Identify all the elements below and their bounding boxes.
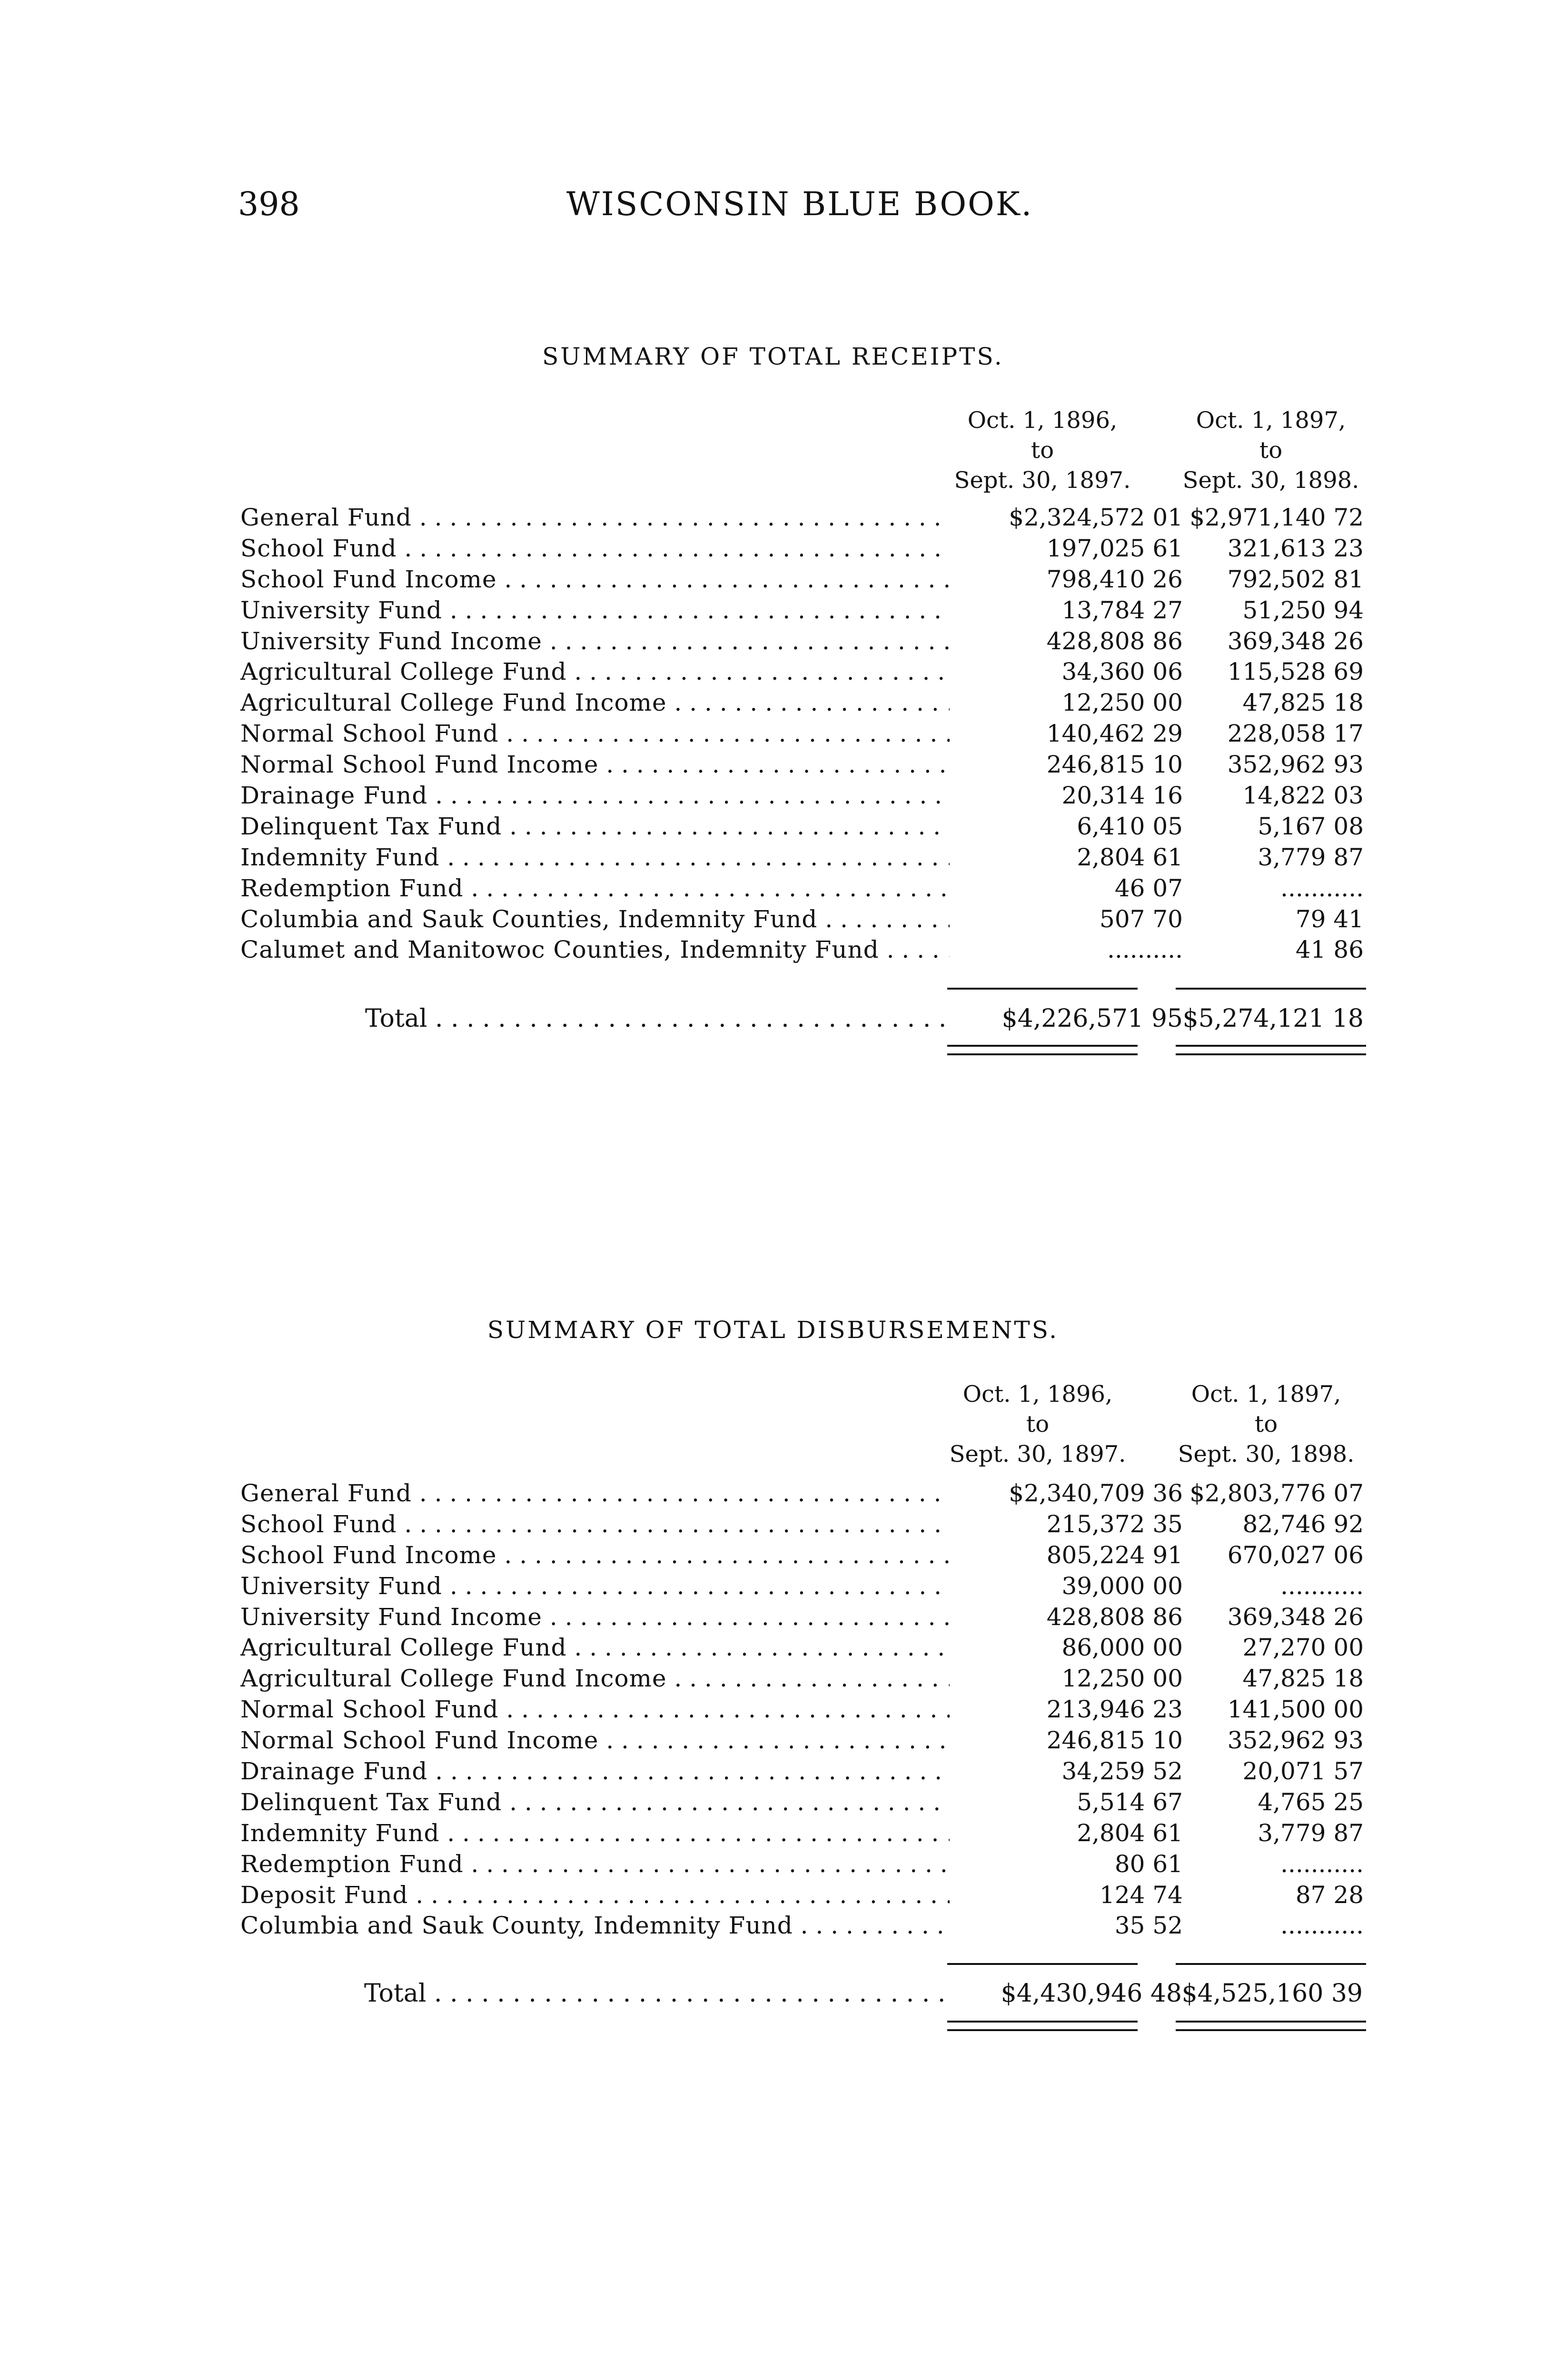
row-value-1898: 4,765 25 [1258, 1788, 1364, 1816]
row-value-1897: 12,250 00 [1061, 689, 1183, 717]
row-value-1898: 79 41 [1295, 905, 1364, 933]
row-value-1897: 798,410 26 [1046, 565, 1183, 593]
row-value-1897: 246,815 10 [1046, 1726, 1183, 1755]
row-value-1897: 12,250 00 [1061, 1665, 1183, 1693]
row-label: Agricultural College Fund Income . . . [240, 1663, 950, 1694]
row-label: School Fund . . . [240, 1509, 950, 1540]
row-label: Indemnity Fund . . . [240, 842, 950, 873]
receipts-double-rule-col1 [947, 1045, 1138, 1055]
row-value-1898: 5,167 08 [1258, 812, 1364, 840]
table-row [240, 1478, 1364, 1509]
row-value-1898: ........... [1280, 1850, 1364, 1878]
page-header [238, 186, 1380, 243]
total-value-1897: $4,430,946 48 [1001, 1979, 1182, 2008]
row-label: University Fund . . . [240, 595, 950, 626]
row-value-1897: 124 74 [1100, 1881, 1183, 1909]
table-row [240, 842, 1364, 873]
row-label: Delinquent Tax Fund . . . [240, 811, 950, 842]
row-label: General Fund . . . [240, 1478, 950, 1509]
row-label: Normal School Fund . . . [240, 1694, 950, 1725]
row-value-1897: 6,410 05 [1077, 812, 1183, 840]
row-label: Deposit Fund . . . [240, 1880, 950, 1911]
row-value-1897: 20,314 16 [1061, 782, 1183, 810]
table-row [240, 1509, 1364, 1540]
row-value-1897: 428,808 86 [1046, 1603, 1183, 1631]
row-value-1898: 352,962 93 [1227, 751, 1364, 779]
disbursements-double-rule-col1 [947, 2021, 1138, 2031]
total-label: Total . . . [365, 1000, 950, 1038]
table-row [240, 564, 1364, 595]
row-value-1897: 5,514 67 [1077, 1788, 1183, 1816]
row-value-1898: $2,971,140 72 [1189, 504, 1364, 531]
row-label: General Fund . . . [240, 502, 950, 533]
row-value-1898: 47,825 18 [1242, 1665, 1364, 1693]
receipts-col1-heading: Oct. 1, 1896, to Sept. 30, 1897. [954, 407, 1131, 494]
disbursements-rule-col1 [947, 1963, 1138, 1965]
table-row [240, 718, 1364, 749]
row-label: Delinquent Tax Fund . . . [240, 1787, 950, 1818]
row-value-1898: 792,502 81 [1227, 565, 1364, 593]
receipts-rule-col2 [1176, 988, 1366, 990]
row-value-1897: 39,000 00 [1061, 1572, 1183, 1600]
table-row [240, 1849, 1364, 1880]
row-value-1897: 246,815 10 [1046, 751, 1183, 779]
row-value-1897: $2,340,709 36 [1009, 1479, 1183, 1507]
receipts-double-rule-col2 [1176, 1045, 1366, 1055]
row-value-1897: .......... [1107, 936, 1183, 964]
row-label: Drainage Fund . . . [240, 1756, 950, 1787]
row-value-1897: 13,784 27 [1061, 596, 1183, 624]
row-value-1898: 369,348 26 [1227, 1603, 1364, 1631]
row-value-1898: 51,250 94 [1242, 596, 1364, 624]
table-row [240, 1571, 1364, 1602]
row-value-1897: 35 52 [1114, 1912, 1183, 1940]
row-label: Normal School Fund . . . [240, 718, 950, 749]
row-value-1898: $2,803,776 07 [1189, 1479, 1364, 1507]
disbursements-rule-col2 [1176, 1963, 1366, 1965]
row-value-1898: ........... [1280, 1572, 1364, 1600]
table-row [240, 1602, 1364, 1633]
table-row [240, 1756, 1364, 1787]
table-row [240, 1787, 1364, 1818]
row-value-1898: 115,528 69 [1227, 658, 1364, 686]
row-value-1897: 2,804 61 [1077, 843, 1183, 871]
row-value-1898: 82,746 92 [1242, 1510, 1364, 1538]
total-value-1897: $4,226,571 95 [1001, 1004, 1183, 1033]
table-row [240, 1694, 1364, 1725]
table-row [240, 934, 1364, 965]
row-label: Agricultural College Fund . . . [240, 1632, 950, 1663]
row-value-1897: 46 07 [1114, 874, 1183, 902]
row-value-1898: ........... [1280, 1912, 1364, 1940]
row-value-1897: 86,000 00 [1061, 1634, 1183, 1662]
disbursements-col1-heading: Oct. 1, 1896, to Sept. 30, 1897. [949, 1381, 1126, 1468]
row-value-1897: 34,259 52 [1061, 1757, 1183, 1785]
row-value-1897: 507 70 [1100, 905, 1183, 933]
total-value-1898: $5,274,121 18 [1182, 1004, 1364, 1033]
row-label: Columbia and Sauk Counties, Indemnity Fund . . . [240, 904, 950, 935]
table-row [240, 1818, 1364, 1849]
row-value-1897: 34,360 06 [1061, 658, 1183, 686]
table-row [240, 656, 1364, 687]
table-row [240, 873, 1364, 904]
row-label: School Fund . . . [240, 533, 950, 564]
row-value-1898: 670,027 06 [1227, 1541, 1364, 1569]
row-label: University Fund Income . . . [240, 1602, 950, 1633]
row-value-1898: 3,779 87 [1258, 1819, 1364, 1847]
table-row [240, 1540, 1364, 1571]
row-label: Drainage Fund . . . [240, 780, 950, 811]
row-value-1897: 197,025 61 [1046, 534, 1183, 562]
row-value-1898: 20,071 57 [1242, 1757, 1364, 1785]
total-value-1898: $4,525,160 39 [1181, 1979, 1363, 2008]
receipts-total-row [365, 1000, 1365, 1038]
table-row [240, 502, 1364, 533]
row-label: Columbia and Sauk County, Indemnity Fund . . . [240, 1910, 950, 1941]
receipts-table [240, 502, 1364, 965]
row-value-1897: 805,224 91 [1046, 1541, 1183, 1569]
row-label: University Fund . . . [240, 1571, 950, 1602]
row-value-1897: 428,808 86 [1046, 627, 1183, 655]
receipts-col2-heading: Oct. 1, 1897, to Sept. 30, 1898. [1182, 407, 1359, 494]
receipts-title: SUMMARY OF TOTAL RECEIPTS. [542, 343, 1004, 370]
row-value-1898: 141,500 00 [1227, 1696, 1364, 1724]
row-value-1898: 41 86 [1295, 936, 1364, 964]
row-label: Agricultural College Fund . . . [240, 656, 950, 687]
row-label: School Fund Income . . . [240, 564, 950, 595]
disbursements-table [240, 1478, 1364, 1941]
row-value-1897: 80 61 [1114, 1850, 1183, 1878]
row-value-1897: 213,946 23 [1046, 1696, 1183, 1724]
table-row [240, 904, 1364, 935]
table-row [240, 780, 1364, 811]
row-value-1898: ........... [1280, 874, 1364, 902]
row-label: Redemption Fund . . . [240, 1849, 950, 1880]
table-row [240, 533, 1364, 564]
running-title: WISCONSIN BLUE BOOK. [566, 186, 1033, 223]
table-row [240, 687, 1364, 718]
row-label: Normal School Fund Income . . . [240, 749, 950, 780]
disbursements-col2-heading: Oct. 1, 1897, to Sept. 30, 1898. [1178, 1381, 1355, 1468]
row-value-1898: 47,825 18 [1242, 689, 1364, 717]
row-value-1898: 369,348 26 [1227, 627, 1364, 655]
total-label: Total . . . [364, 1974, 949, 2013]
row-label: Agricultural College Fund Income . . . [240, 687, 950, 718]
row-label: Indemnity Fund . . . [240, 1818, 950, 1849]
table-row [240, 1910, 1364, 1941]
receipts-rule-col1 [947, 988, 1138, 990]
row-value-1898: 228,058 17 [1227, 720, 1364, 748]
row-label: Calumet and Manitowoc Counties, Indemnity Fund . . . [240, 934, 950, 965]
row-value-1898: 87 28 [1295, 1881, 1364, 1909]
page-number: 398 [238, 186, 300, 223]
table-row [240, 595, 1364, 626]
row-value-1898: 321,613 23 [1227, 534, 1364, 562]
table-row [240, 1632, 1364, 1663]
disbursements-total-row [364, 1974, 1364, 2013]
table-row [240, 1663, 1364, 1694]
table-row [240, 1725, 1364, 1756]
table-row [240, 626, 1364, 657]
row-value-1898: 27,270 00 [1242, 1634, 1364, 1662]
row-value-1898: 14,822 03 [1242, 782, 1364, 810]
disbursements-double-rule-col2 [1176, 2021, 1366, 2031]
table-row [240, 811, 1364, 842]
row-label: Normal School Fund Income . . . [240, 1725, 950, 1756]
row-value-1898: 3,779 87 [1258, 843, 1364, 871]
table-row [240, 1880, 1364, 1911]
row-label: School Fund Income . . . [240, 1540, 950, 1571]
row-value-1898: 352,962 93 [1227, 1726, 1364, 1755]
row-value-1897: $2,324,572 01 [1009, 504, 1183, 531]
row-value-1897: 215,372 35 [1046, 1510, 1183, 1538]
row-value-1897: 140,462 29 [1046, 720, 1183, 748]
disbursements-title: SUMMARY OF TOTAL DISBURSEMENTS. [487, 1316, 1059, 1344]
row-label: Redemption Fund . . . [240, 873, 950, 904]
row-value-1897: 2,804 61 [1077, 1819, 1183, 1847]
row-label: University Fund Income . . . [240, 626, 950, 657]
table-row [240, 749, 1364, 780]
